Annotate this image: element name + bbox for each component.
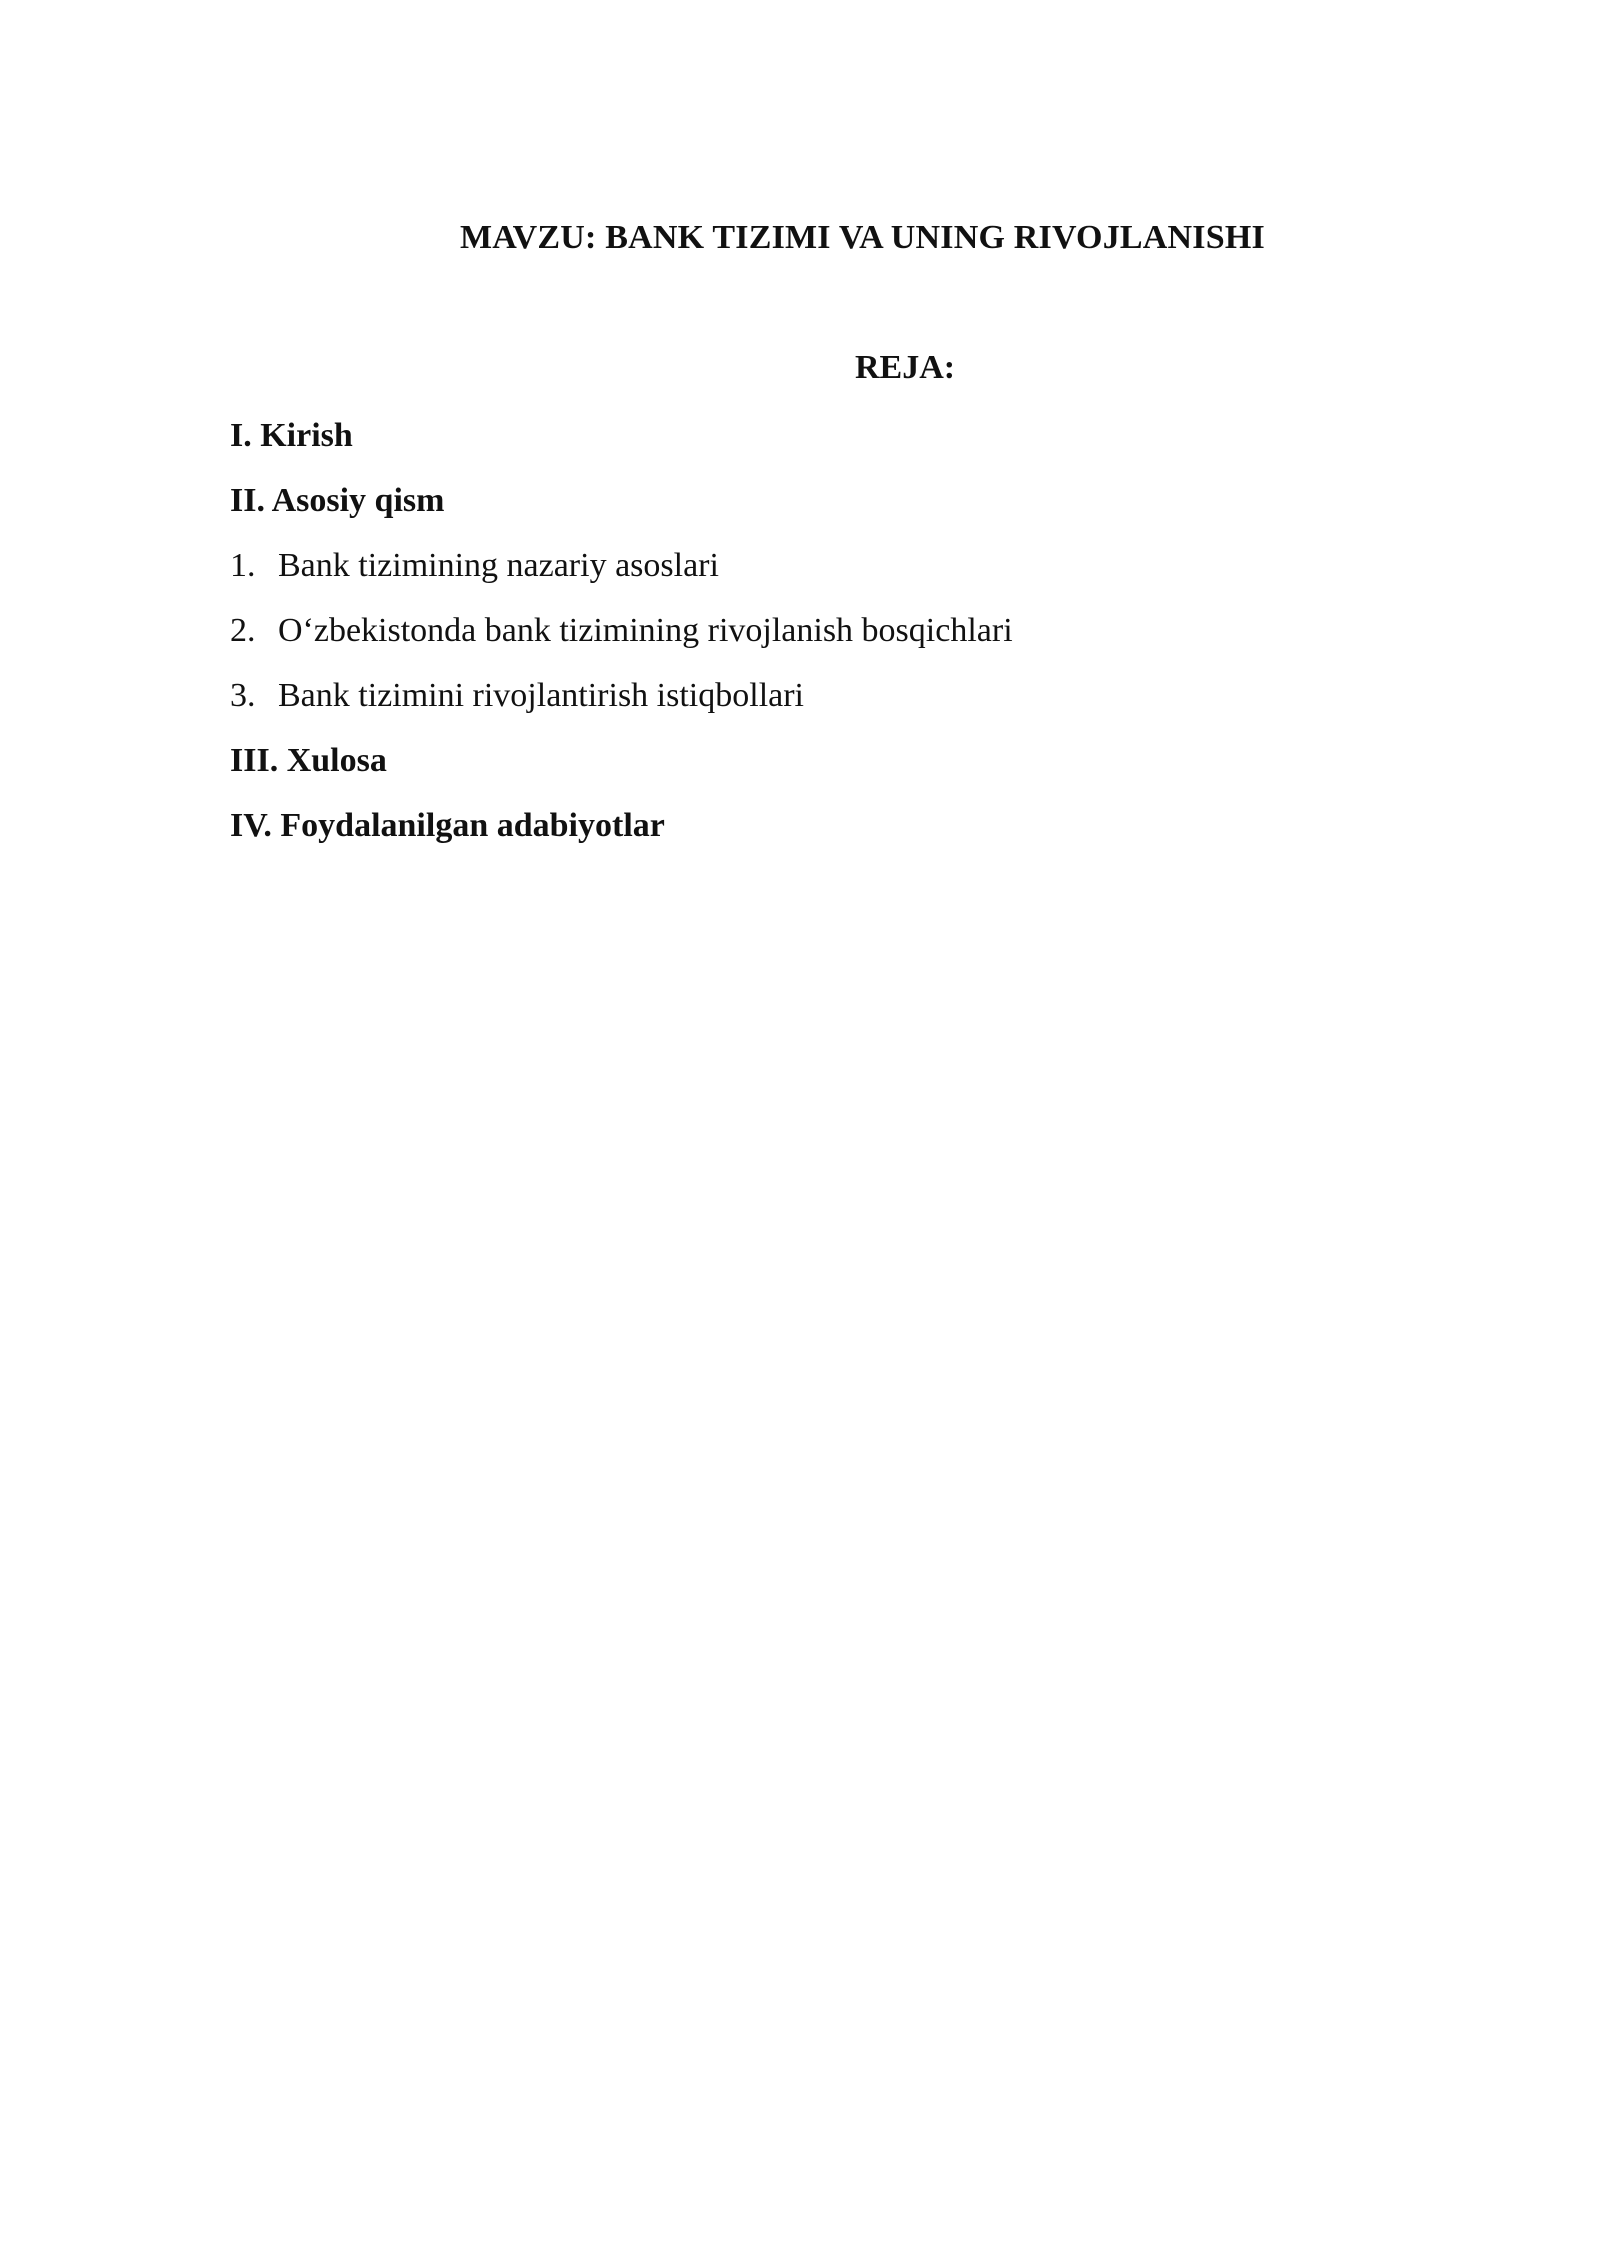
outline-subitem-prospects (230, 672, 1013, 737)
outline-item-number: 1. (230, 547, 256, 584)
outline-item-label: I. Kirish (230, 417, 353, 454)
document-title: MAVZU: BANK TIZIMI VA UNING RIVOJLANISHI (460, 219, 1265, 256)
outline-item-label: IV. Foydalanilgan adabiyotlar (230, 807, 665, 844)
outline-item-label: Bank tizimining nazariy asoslari (278, 547, 719, 584)
outline-item-label: O‘zbekistonda bank tizimining rivojlanish bosqichlari (278, 612, 1013, 649)
outline-item-label: Bank tizimini rivojlantirish istiqbollari (278, 677, 805, 714)
outline-item-label: II. Asosiy qism (230, 482, 445, 519)
outline-item-conclusion (230, 737, 1013, 802)
outline-subitem-theory (230, 542, 1013, 607)
plan-heading: REJA: (855, 349, 956, 386)
outline-item-number: 3. (230, 677, 256, 714)
outline-item-label: III. Xulosa (230, 742, 387, 779)
outline-item-references (230, 802, 1013, 867)
outline-item-number: 2. (230, 612, 256, 649)
outline-item-main-part (230, 477, 1013, 542)
outline-subitem-development-stages (230, 607, 1013, 672)
outline-item-introduction (230, 412, 1013, 477)
plan-outline (230, 412, 1013, 867)
